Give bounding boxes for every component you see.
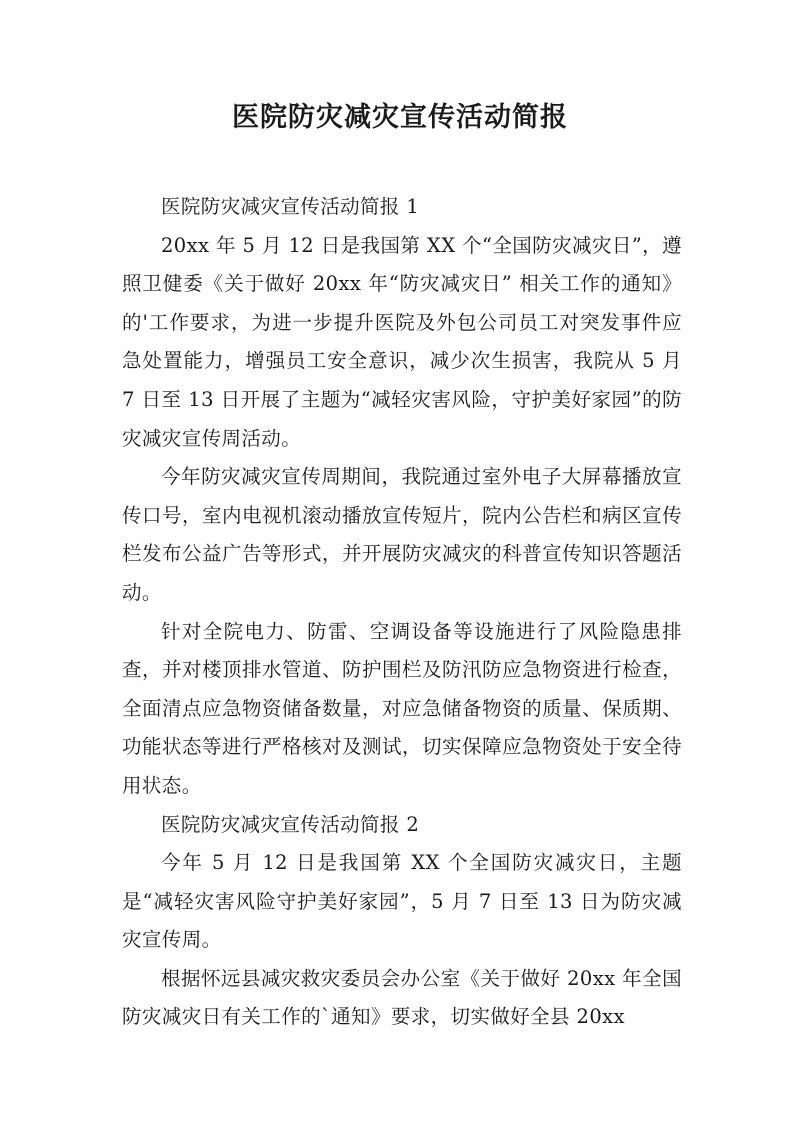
document-body: [122, 188, 682, 1037]
document-title: 医院防灾减灾宣传活动简报: [232, 102, 568, 133]
section-heading-2: 医院防灾减灾宣传活动简报 2: [161, 812, 420, 836]
section-heading-1: 医院防灾减灾宣传活动简报 1: [161, 195, 420, 218]
paragraph-3: 针对全院电力、防雷、空调设备等设施进行了风险隐患排查，并对楼顶排水管道、防护围栏及防汛防应急物资进行检查，全面清点应急物资储备数量，对应急储备物资的质量、保质期、功能状态等进行严格核对及测试，切实保障应急物资处于安全待用状态。: [122, 619, 682, 797]
paragraph-4: 今年 5 月 12 日是我国第 XX 个全国防灾减灾日，主题是“减轻灾害风险守护美好家园”，5 月 7 日至 13 日为防灾减灾宣传周。: [122, 851, 682, 952]
paragraph-2: 今年防灾减灾宣传周期间，我院通过室外电子大屏幕播放宣传口号，室内电视机滚动播放宣传短片，院内公告栏和病区宣传栏发布公益广告等形式，并开展防灾减灾的科普宣传知识答题活动。: [122, 465, 682, 604]
paragraph-5: 根据怀远县减灾救灾委员会办公室《关于做好 20xx 年全国防灾减灾日有关工作的`通知》要求，切实做好全县 20xx: [122, 966, 682, 1029]
paragraph-1: 20xx 年 5 月 12 日是我国第 XX 个“全国防灾减灾日”，遵照卫健委《关于做好 20xx 年“防灾减灾日” 相关工作的通知》的'工作要求，为进一步提升医院及外包公司员工对突发事件应急处置能力，增强员工安全意识，减少次生损害，我院从 5 月 7 日至 13 日开展了主题为“减轻灾害风险，守护美好家园”的防灾减灾宣传周活动。: [122, 233, 682, 450]
